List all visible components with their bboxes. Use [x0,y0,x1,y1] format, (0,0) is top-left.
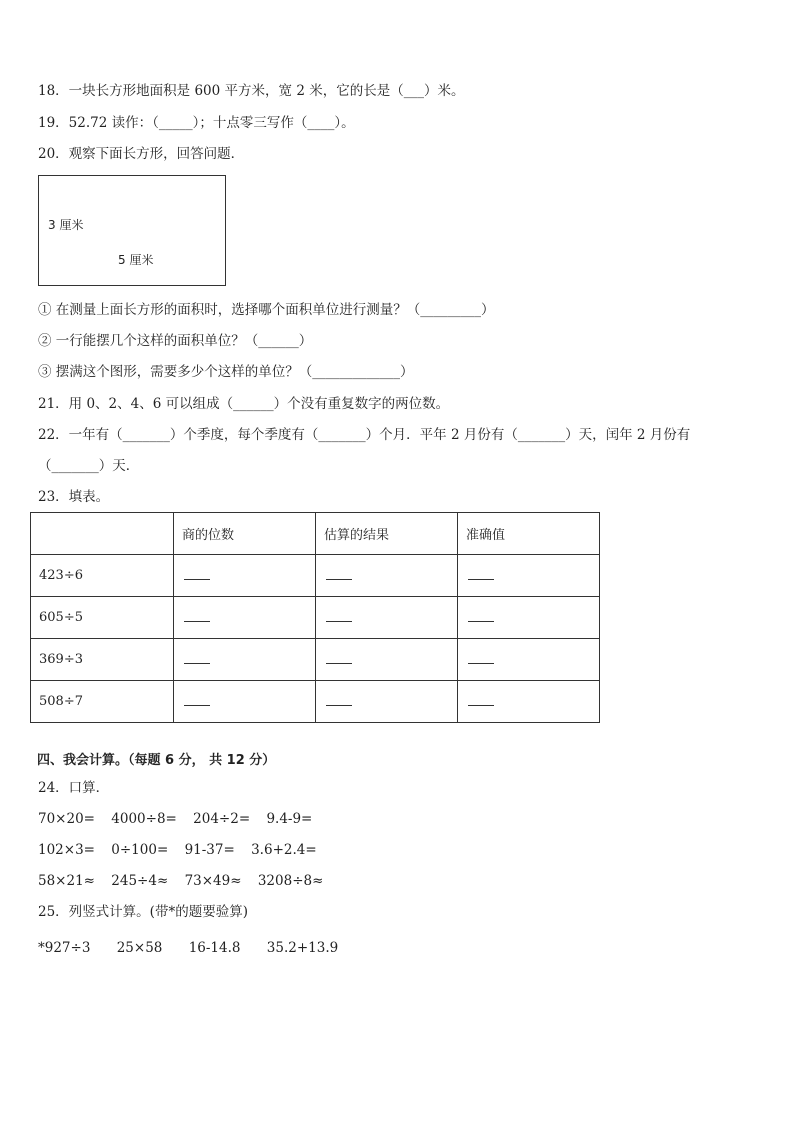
calc-item: 204÷2= [193,811,251,827]
calc-item: 16-14.8 [188,940,241,956]
calc-item: *927÷3 [38,940,91,956]
calc-item: 4000÷8= [111,811,177,827]
table-row [31,639,600,681]
table-cell-blank[interactable] [174,555,316,597]
mental-math-row-1 [38,810,324,828]
fill-table [30,512,600,723]
answer-blank [184,693,210,706]
answer-blank [468,651,494,664]
answer-blank [468,693,494,706]
answer-blank [468,567,494,580]
calc-item: 91-37= [184,842,235,858]
question-18: 18．一块长方形地面积是 600 平方米，宽 2 米，它的长是（___）米。 [38,83,465,99]
table-header-cell [31,513,174,555]
question-20-part-1: ① 在测量上面长方形的面积时，选择哪个面积单位进行测量？（_________） [38,302,495,318]
rect-width-label: 5 厘米 [118,253,154,267]
mental-math-row-2 [38,841,329,859]
calc-item: 3.6+2.4= [251,842,317,858]
table-cell-blank[interactable] [316,681,458,723]
answer-blank [326,693,352,706]
calc-item: 102×3= [38,842,95,858]
table-row [31,555,600,597]
question-20-part-3: ③ 摆满这个图形，需要多少个这样的单位？（_____________） [38,364,414,380]
question-19: 19．52.72 读作：（_____）；十点零三写作（____）。 [38,115,355,131]
answer-blank [184,567,210,580]
table-cell-blank[interactable] [458,681,600,723]
question-21: 21．用 0、2、4、6 可以组成（______）个没有重复数字的两位数。 [38,396,450,412]
question-25: 25．列竖式计算。(带*的题要验算) [38,904,248,920]
table-row [31,597,600,639]
table-cell-blank[interactable] [174,681,316,723]
answer-blank [184,609,210,622]
calc-item: 245÷4≈ [111,873,169,889]
question-24: 24．口算． [38,780,110,796]
table-cell-expression: 423÷6 [31,555,174,597]
answer-blank [184,651,210,664]
table-header-cell: 商的位数 [174,513,316,555]
table-row [31,681,600,723]
table-cell-expression: 369÷3 [31,639,174,681]
table-cell-blank[interactable] [458,639,600,681]
calc-item: 70×20= [38,811,95,827]
answer-blank [326,651,352,664]
table-header-cell: 准确值 [458,513,600,555]
section-4-title: 四、我会计算。（每题 6 分， 共 12 分） [37,753,276,768]
calc-item: 35.2+13.9 [266,940,339,956]
rectangle-figure [38,175,226,286]
table-cell-blank[interactable] [316,639,458,681]
question-20: 20．观察下面长方形，回答问题． [38,146,245,162]
table-cell-blank[interactable] [458,597,600,639]
table-cell-blank[interactable] [174,597,316,639]
table-cell-expression: 508÷7 [31,681,174,723]
answer-blank [326,609,352,622]
answer-blank [468,609,494,622]
question-23: 23．填表。 [38,489,110,505]
table-cell-blank[interactable] [316,555,458,597]
question-22-line-2: （_______）天． [38,458,140,474]
calc-item: 73×49≈ [184,873,242,889]
table-cell-blank[interactable] [316,597,458,639]
calc-item: 25×58 [116,940,163,956]
calc-item: 0÷100= [111,842,169,858]
question-22-line-1: 22．一年有（_______）个季度，每个季度有（_______）个月．平年 2 月份有（_______）天，闰年 2 月份有 [38,427,691,443]
calc-item: 58×21≈ [38,873,95,889]
table-cell-expression: 605÷5 [31,597,174,639]
calc-item: 9.4-9= [266,811,313,827]
mental-math-row-3 [38,872,335,890]
question-20-part-2: ② 一行能摆几个这样的面积单位？（______） [38,333,313,349]
vertical-calc-row [38,939,350,957]
rect-height-label: 3 厘米 [48,218,84,232]
table-header-row [31,513,600,555]
answer-blank [326,567,352,580]
calc-item: 3208÷8≈ [257,873,324,889]
table-cell-blank[interactable] [458,555,600,597]
table-header-cell: 估算的结果 [316,513,458,555]
table-cell-blank[interactable] [174,639,316,681]
